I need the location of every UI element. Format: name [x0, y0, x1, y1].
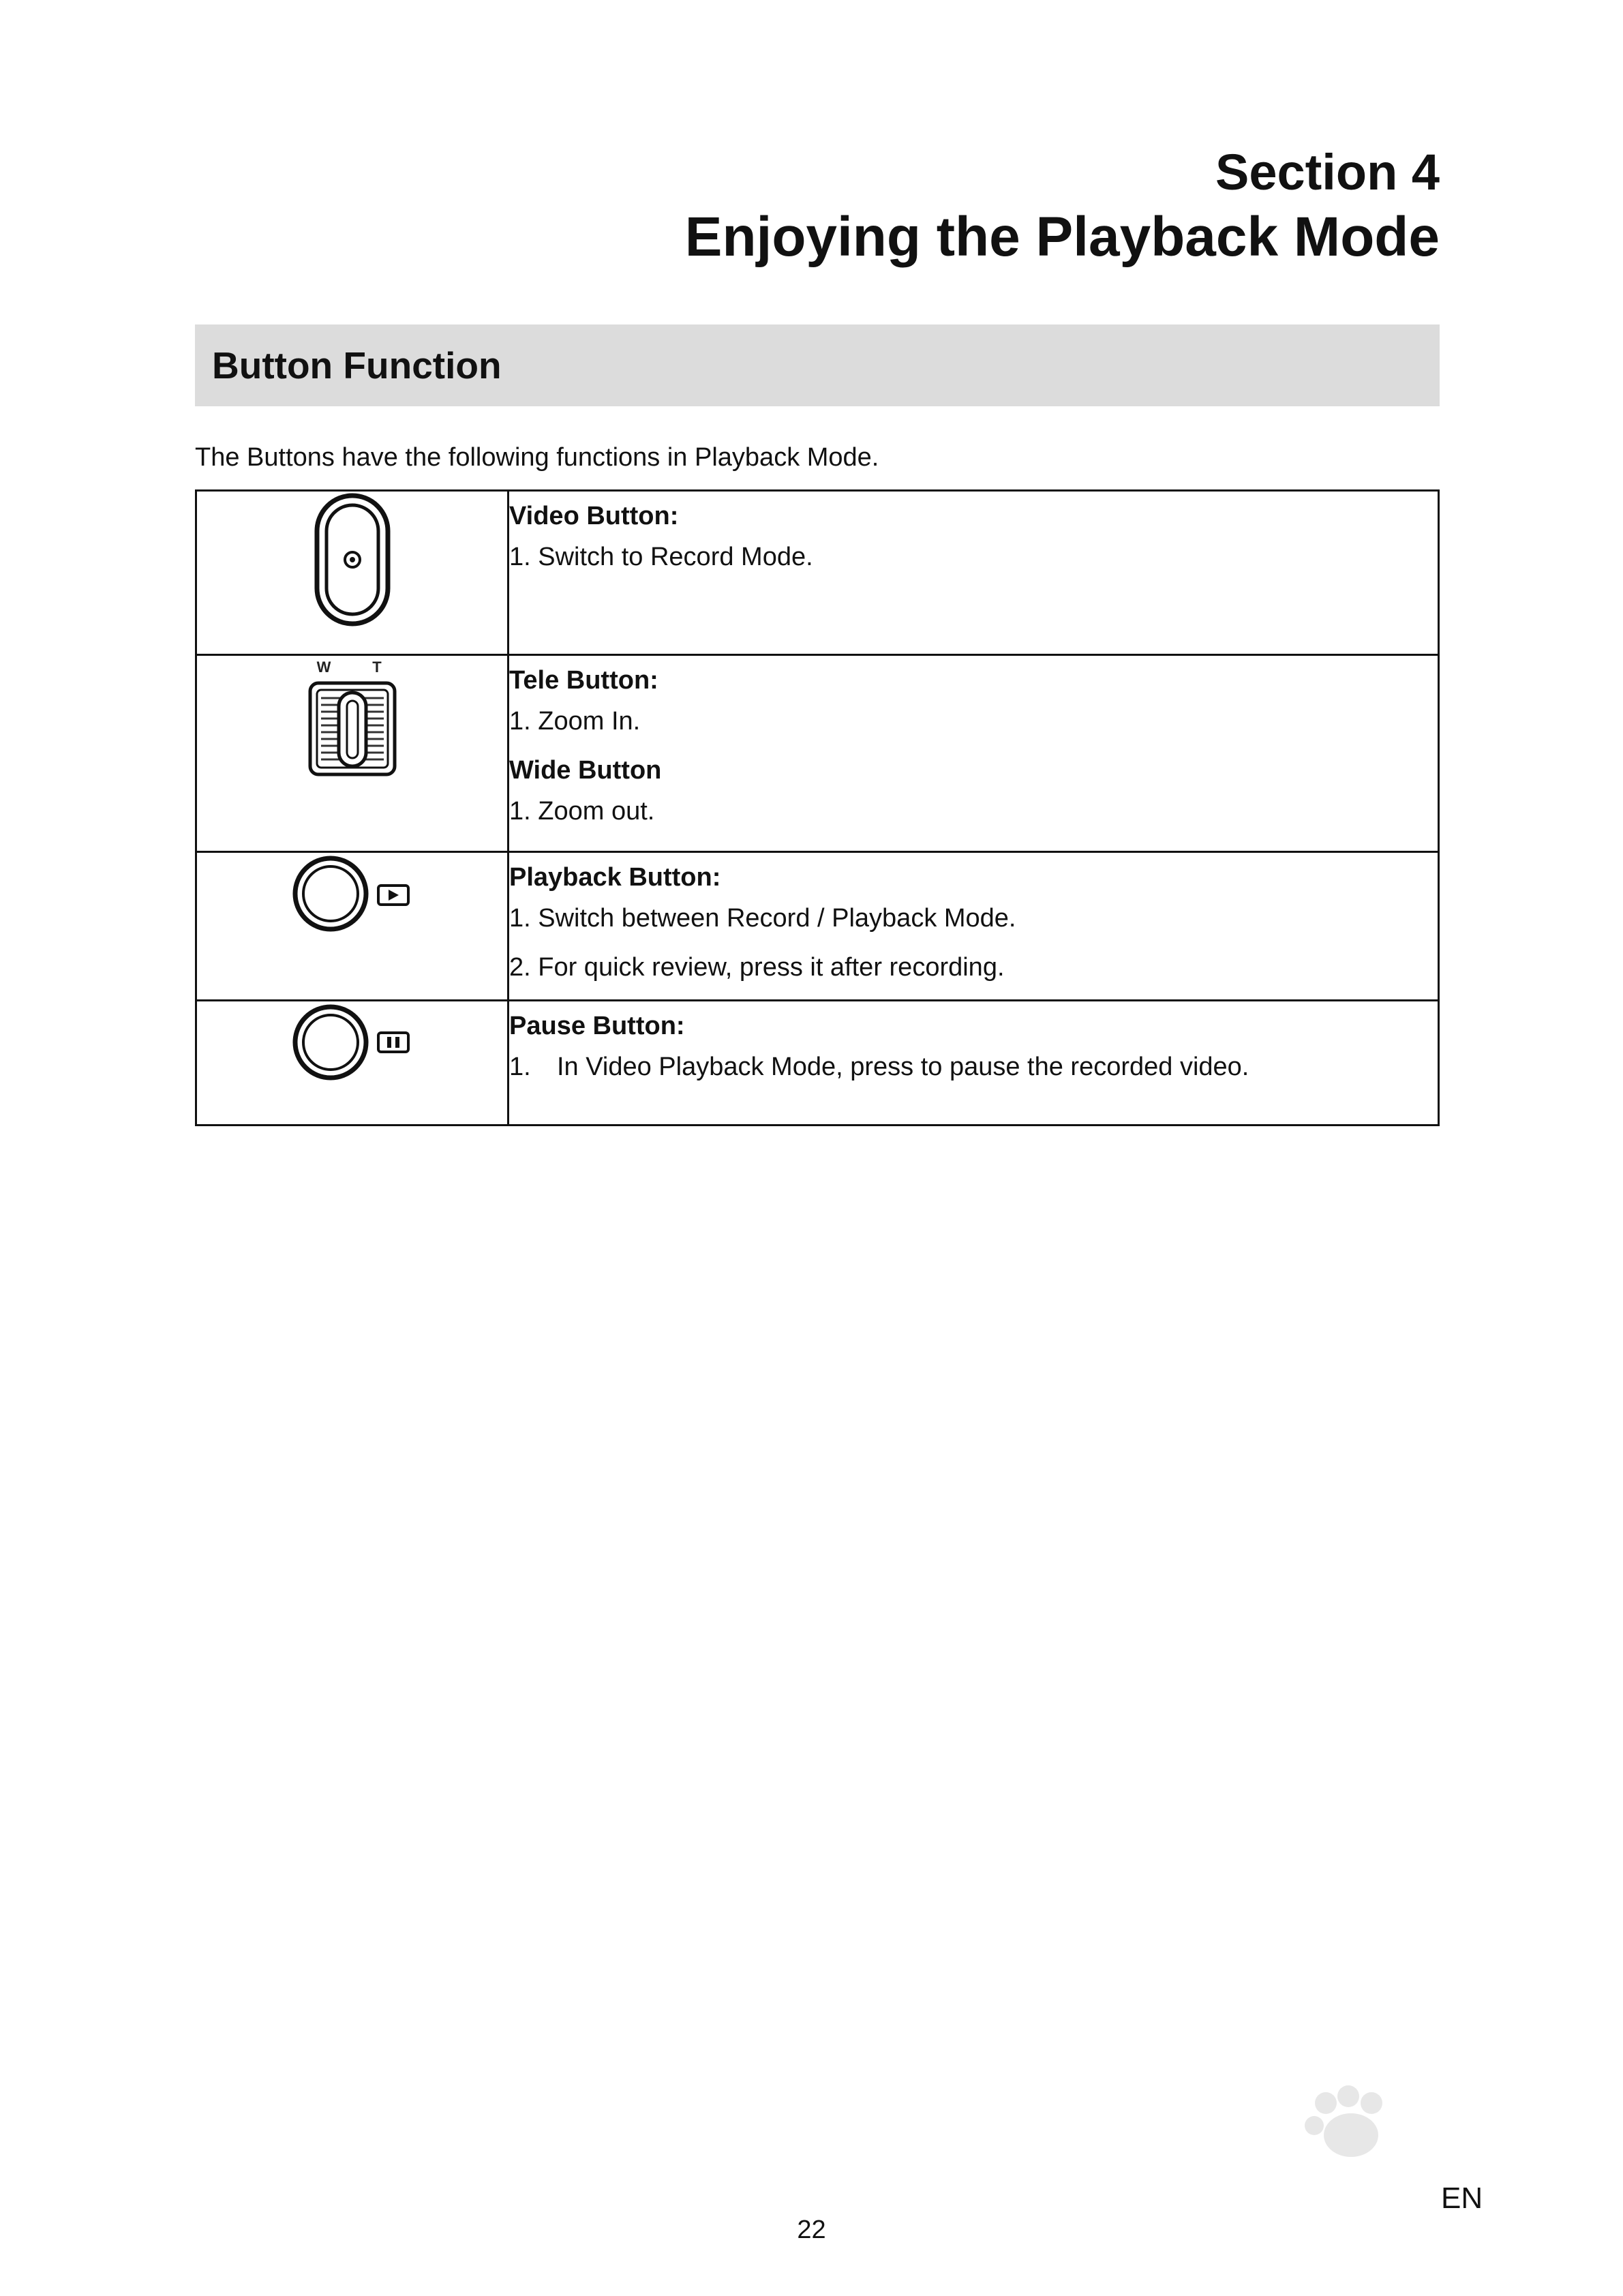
zoom-w-letter: W: [316, 659, 331, 676]
text-cell: [509, 852, 1439, 1001]
table-row: [196, 655, 1439, 852]
row-line: 1. Switch between Record / Playback Mode.: [509, 904, 1016, 933]
zoom-rocker-icon: [305, 656, 400, 779]
row-line: 2. For quick review, press it after recording.: [509, 953, 1005, 982]
row-label: Tele Button:: [509, 666, 658, 695]
row-line: 1. Zoom out.: [509, 797, 655, 826]
text-cell: [509, 491, 1439, 655]
page-number: 22: [797, 2216, 826, 2244]
row-label: Wide Button: [509, 756, 662, 785]
row-line: 1. Switch to Record Mode.: [509, 543, 813, 571]
table-row: [196, 1001, 1439, 1126]
zoom-t-letter: T: [371, 659, 382, 676]
playback-button-icon: [291, 853, 414, 935]
list-number: 1.: [509, 1053, 531, 1081]
language-label: EN: [1441, 2181, 1483, 2215]
table-row: [196, 852, 1439, 1001]
intro-text: The Buttons have the following functions in Playback Mode.: [195, 443, 879, 472]
icon-cell: [196, 491, 509, 655]
section-band: [195, 324, 1440, 406]
pause-button-icon: [291, 1001, 414, 1083]
list-text: In Video Playback Mode, press to pause the recorded video.: [557, 1053, 1249, 1081]
icon-cell: [196, 1001, 509, 1126]
video-button-icon: [312, 492, 393, 628]
table-row: [196, 491, 1439, 655]
section-number: Section 4: [1215, 144, 1440, 200]
button-function-table: [195, 489, 1440, 1126]
row-line: 1. Zoom In.: [509, 707, 641, 736]
icon-cell: [196, 852, 509, 1001]
text-cell: [509, 1001, 1439, 1126]
row-label: Video Button:: [509, 502, 679, 530]
row-label: Playback Button:: [509, 863, 721, 892]
icon-cell: [196, 655, 509, 852]
row-label: Pause Button:: [509, 1012, 685, 1040]
page-header: [685, 143, 1440, 270]
band-title: Button Function: [212, 344, 502, 387]
row-line: [509, 1042, 1438, 1091]
text-cell: [509, 655, 1439, 852]
page-title: Enjoying the Playback Mode: [684, 206, 1440, 268]
